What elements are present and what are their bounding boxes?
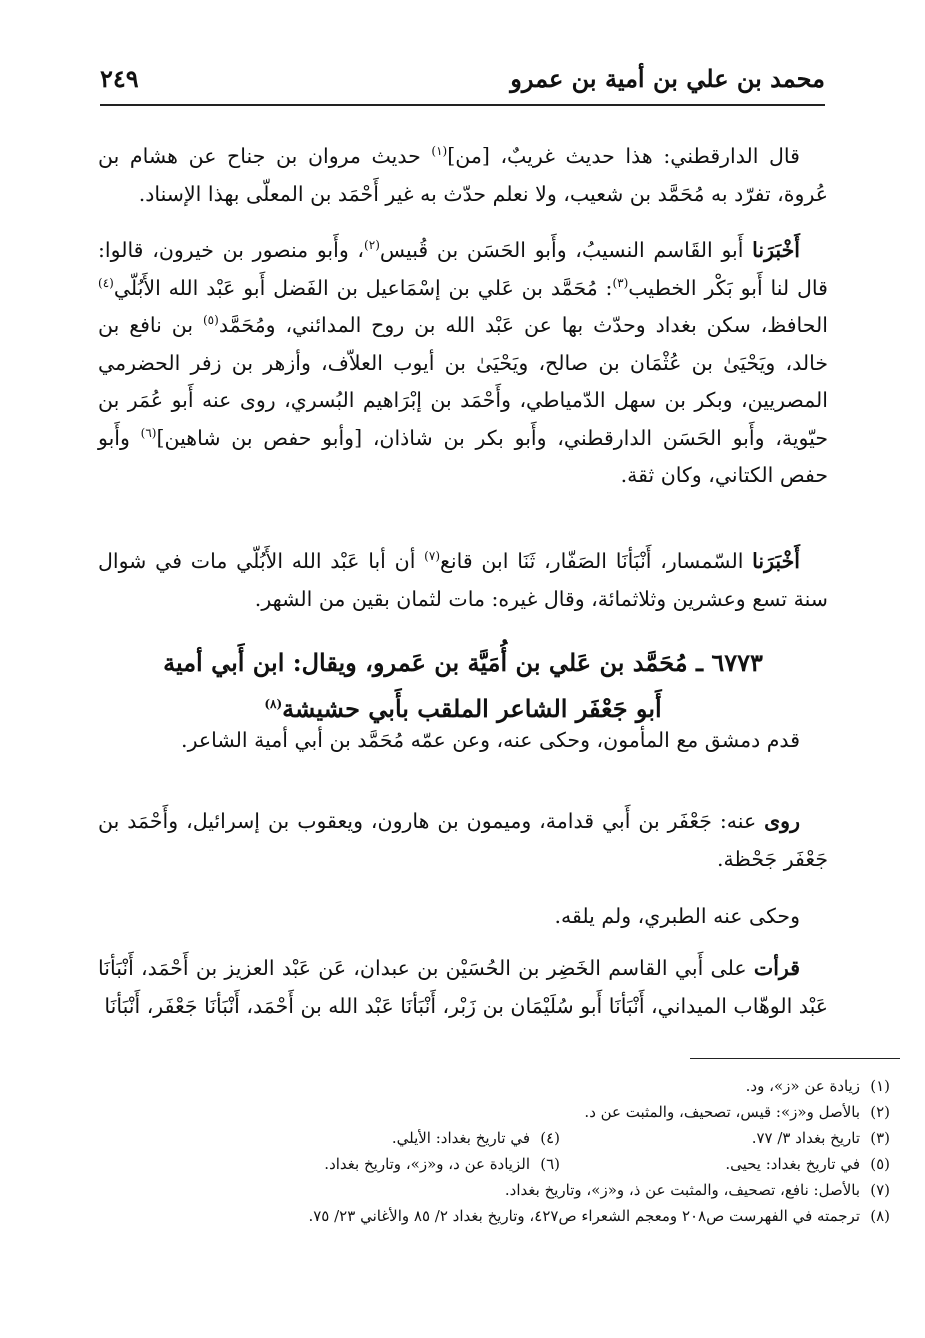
footnote-ref: (٨) <box>264 697 283 711</box>
footnote: (٧) بالأصل: نافع، تصحيف، والمثبت عن ذ، و«ز»، وتاريخ بغداد. <box>504 1181 890 1199</box>
lead-word: قرأت <box>753 956 800 980</box>
footnote-ref: (٦) <box>140 425 157 440</box>
paragraph-death-date: أَخْبَرَنا السّمسار، أَنْبَأنَا الصَفّار، ثَنَا ابن قانع$^{(٧)}$ أن أبا عَبْد الله الأَبُلّي مات في شوال سنة تسع وعشرين وثلاثمائة، وقال غيره: مات لثمان بقين من الشهر. <box>98 549 828 611</box>
page-number: ٢٤٩ <box>100 64 139 93</box>
footnote-pair <box>90 1151 890 1177</box>
header-rule <box>100 104 825 106</box>
paragraph-qaratu: قرأت على أَبي القاسم الخَضِر بن الحُسَيْن بن عبدان، عَن عَبْد العزيز بن أَحْمَد، أَنْبَأنَا عَبْد الوهّاب الميداني، أَنْبَأنَا أَبو سُلَيْمَان بن زَبْر، أَنْبَأنَا عَبْد الله بن أَحْمَد، أَنْبَأنَا جَعْفَر، أَنْبَأنَا <box>98 956 828 1018</box>
entry-heading <box>98 640 828 732</box>
footnote-ref: (٤) <box>98 275 114 290</box>
page-header <box>100 64 825 104</box>
footnote: (٣) تاريخ بغداد ٣/ ٧٧. <box>751 1129 890 1147</box>
entry-heading-line1: ٦٧٧٣ ـ مُحَمَّد بن عَلي بن أُمَيَّة بن عَمرو، ويقال: ابن أَبي أمية <box>163 648 763 677</box>
entry-heading-line2: أَبو جَعْفَر الشاعر الملقب بأَبي حشيشة$^{(٨)}$ <box>264 694 662 723</box>
footnote: (٤) في تاريخ بغداد: الأيلي. <box>391 1129 560 1147</box>
footnotes <box>90 1073 890 1229</box>
footnote: (٦) الزيادة عن د، و«ز»، وتاريخ بغداد. <box>324 1155 560 1173</box>
footnote: (١) زيادة عن «ز»، ود. <box>745 1077 890 1095</box>
lead-word: روى <box>764 809 800 833</box>
footnote-ref: (١) <box>431 144 448 159</box>
lead-word: أَخْبَرَنا <box>752 238 800 262</box>
paragraph-daraqutni: قال الدارقطني: هذا حديث غريبٌ، [من]$^{(١)}$ حديث مروان بن جناح عن هشام بن عُروة، تفرّد به مُحَمَّد بن شعيب، ولا نعلم حدّث به غير أَحْمَد بن المعلّى بهذا الإسناد. <box>98 144 828 206</box>
footnote-ref: (٣) <box>612 275 629 290</box>
footnote-pair <box>90 1125 890 1151</box>
paragraph-damascus: قدم دمشق مع المأمون، وحكى عنه، وعن عمّه مُحَمَّد بن أبي أمية الشاعر. <box>181 728 800 752</box>
footnote: (٨) ترجمته في الفهرست ص٢٠٨ ومعجم الشعراء ص٤٢٧، وتاريخ بغداد ٢/ ٨٥ والأغاني ٢٣/ ٧٥. <box>308 1207 890 1225</box>
footnote-ref: (٥) <box>202 313 219 328</box>
paragraph-narrators: روى عنه: جَعْفَر بن أَبي قدامة، وميمون بن هارون، ويعقوب بن إسرائيل، وأَحْمَد بن جَعْفَر جَحْظة. <box>98 809 828 871</box>
footnote-ref: (٧) <box>424 549 440 564</box>
paragraph-abli-biography: أَخْبَرَنا أَبو القَاسم النسيبُ، وأَبو الحَسَن بن قُبيس$^{(٢)}$، وأَبو منصور بن خيرون، قالوا: قال لنا أَبو بَكْر الخطيب$^{(٣)}$: مُحَمَّد بن عَلي بن إسْمَاعيل بن الفَضل أَبو عَبْد الله الأَبُلّي$^{(٤)}$ الحافظ، سكن بغداد وحدّث بها عن عَبْد الله بن روح المدائني، ومُحَمَّد$^{(٥)}$ بن نافع بن خالد، ويَحْيَىٰ بن عُثْمَان بن صالح، ويَحْيَىٰ بن أيوب العلاّف، وأزهر بن زفر الحضرمي المصريين، وبكر بن سهل الدّمياطي، وأَحْمَد بن إبْرَاهيم البُسري، روى عنه أَبو عُمَر بن حيّوية، وأَبو الحَسَن الدارقطني، وأَبو بكر بن شاذان، [وأبو حفص بن شاهين]$^{(٦)}$ وأَبو حفص الكتاني، وكان ثقة. <box>98 238 828 487</box>
paragraph-tabari: وحكى عنه الطبري، ولم يلقه. <box>554 904 800 928</box>
lead-word: أَخْبَرَنا <box>752 549 800 573</box>
footnote: (٢) بالأصل و«ز»: قيس، تصحيف، والمثبت عن د. <box>584 1103 890 1121</box>
footnote-ref: (٢) <box>364 238 380 253</box>
footnote: (٥) في تاريخ بغداد: يحيى. <box>725 1155 890 1173</box>
footnote-rule <box>690 1058 900 1059</box>
running-title: محمد بن علي بن أمية بن عمرو <box>510 64 825 93</box>
